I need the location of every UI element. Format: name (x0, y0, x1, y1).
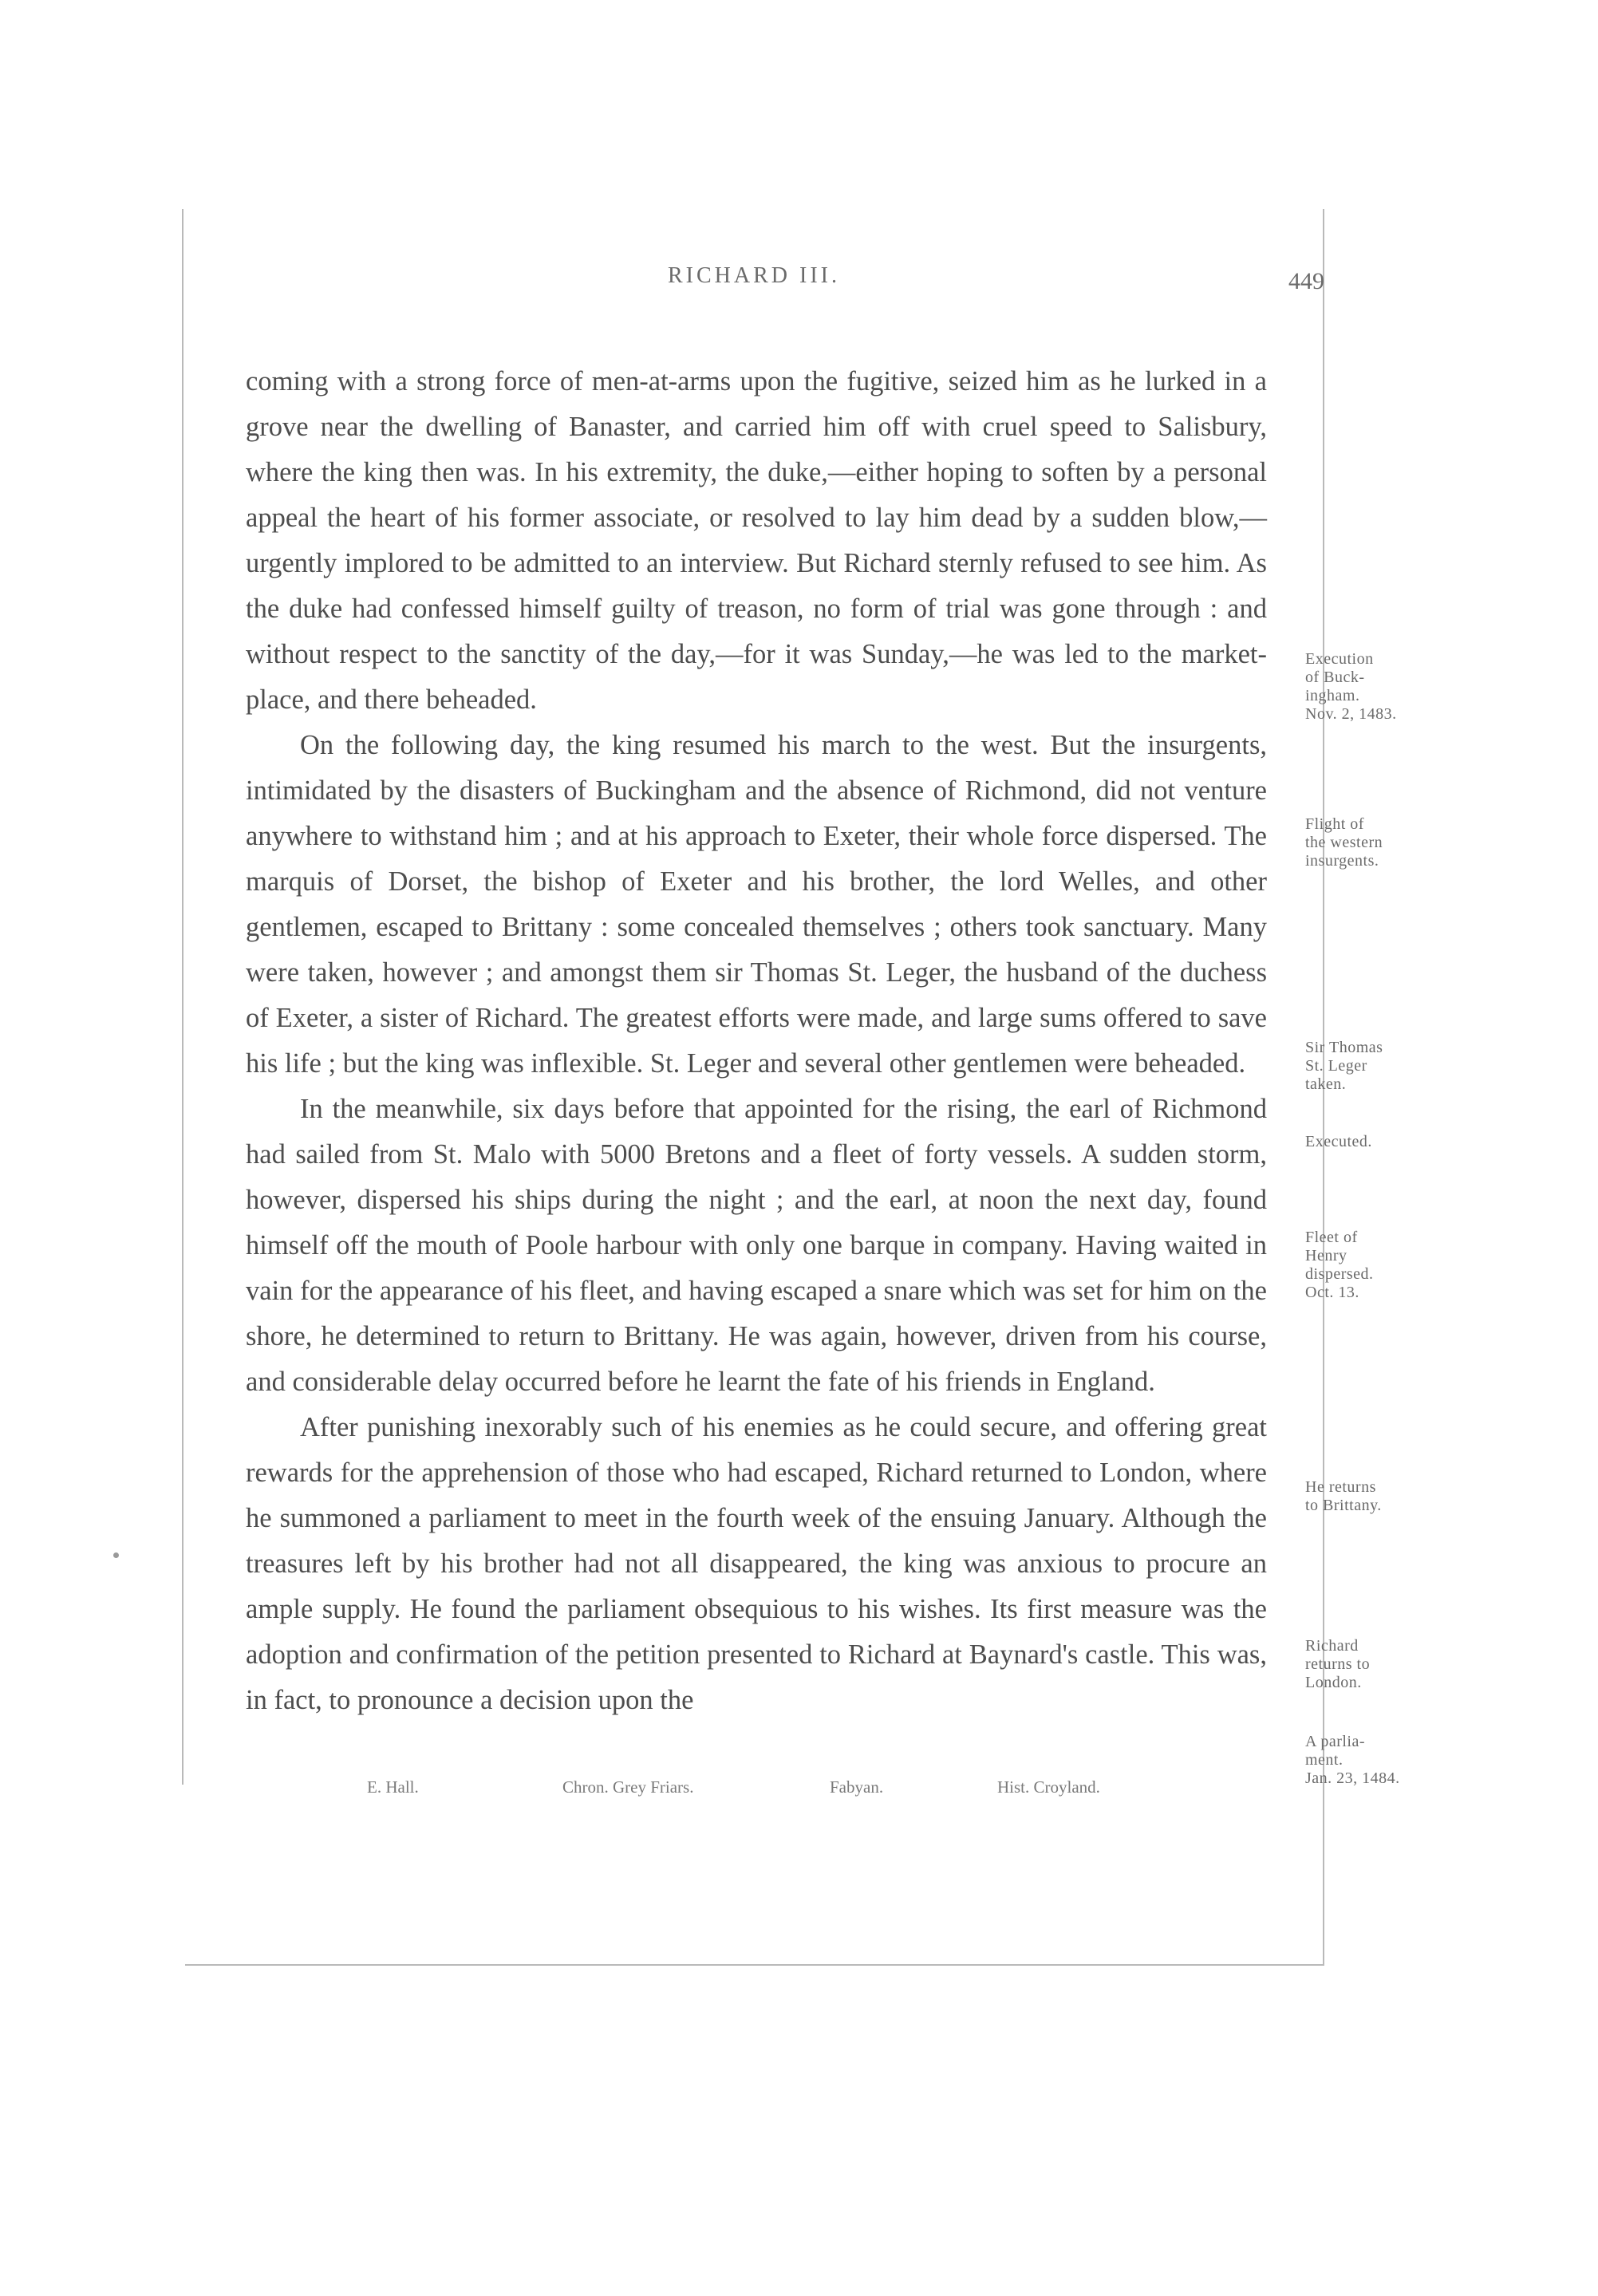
sidenote-line: A parlia- (1305, 1733, 1366, 1750)
source-citations (367, 1777, 1245, 1809)
running-head: RICHARD III. (668, 263, 840, 288)
sidenote-line: to Brittany. (1305, 1497, 1382, 1514)
body-paragraph: coming with a strong force of men-at-arms upon the fugitive, seized him as he lurked in a grove near the dwelling of Banaster, and carried him off with cruel speed to Salisbury, where the king then was. In his extremity, the duke,—either hoping to soften by a personal appeal the heart of his former associate, or resolved to lay him dead by a sudden blow,—urgently implored to be admitted to an interview. But Richard sternly refused to see him. As the duke had confessed himself guilty of treason, no form of trial was gone through : and without respect to the sanctity of the day,—for it was Sunday,—he was led to the market-place, and there beheaded. (246, 366, 1267, 715)
citation-hall: E. Hall. (367, 1777, 419, 1797)
sidenote-line: Oct. 13. (1305, 1284, 1359, 1301)
frame-rule-left (182, 209, 183, 1785)
body-paragraph: On the following day, the king resumed his march to the west. But the insurgents, intimidated by the disasters of Buckingham and the absence of Richmond, did not venture anywhere to withstand him ; and at his approach to Exeter, their whole force dispersed. The marquis of Dorset, the bishop of Exeter and his brother, the lord Welles, and other gentlemen, escaped to Brittany : some concealed themselves ; others took sanctuary. Many were taken, however ; and amongst them sir Thomas St. Leger, the husband of the duchess of Exeter, a sister of Richard. The greatest efforts were made, and large sums offered to save his life ; but the king was inflexible. St. Leger and several other gentlemen were beheaded. (246, 730, 1267, 1079)
sidenote-a-parliament (1305, 1733, 1489, 1788)
body-paragraph: In the meanwhile, six days before that appointed for the rising, the earl of Richmond had sailed from St. Malo with 5000 Bretons and a fleet of forty vessels. A sudden storm, however, dispersed his ships during the night ; and the earl, at noon the next day, found himself off the mouth of Poole harbour with only one barque in company. Having waited in vain for the appearance of his fleet, and having escaped a snare which was set for him on the shore, he determined to return to Brittany. He was again, however, driven from his course, and considerable delay occurred before he learnt the fate of his friends in England. (246, 1094, 1267, 1397)
body-paragraph: After punishing inexorably such of his enemies as he could secure, and offering great rewards for the apprehension of those who had escaped, Richard returned to London, where he summoned a parliament to meet in the fourth week of the ensuing January. Although the treasures left by his brother had not all disappeared, the king was anxious to procure an ample supply. He found the parliament obsequious to his wishes. Its first measure was the adoption and confirmation of the petition presented to Richard at Baynard's castle. This was, in fact, to pronounce a decision upon the (246, 1412, 1267, 1715)
sidenote-line: He returns (1305, 1478, 1376, 1496)
body-text (246, 359, 1267, 1723)
citation-fabyan: Fabyan. (830, 1777, 884, 1797)
sidenote-line: Sir Thomas (1305, 1039, 1383, 1056)
sidenote-line: taken. (1305, 1075, 1347, 1093)
sidenote-flight-of-insurgents (1305, 815, 1489, 870)
sidenote-executed (1305, 1133, 1489, 1151)
sidenote-returns-to-brittany (1305, 1478, 1489, 1515)
sidenote-line: London. (1305, 1674, 1362, 1691)
page-header (183, 263, 1324, 311)
sidenote-st-leger-taken (1305, 1039, 1489, 1094)
sidenote-line: Jan. 23, 1484. (1305, 1769, 1400, 1787)
sidenote-line: Nov. 2, 1483. (1305, 705, 1397, 723)
frame-rule-bottom (185, 1964, 1324, 1966)
sidenote-line: St. Leger (1305, 1057, 1367, 1075)
sidenote-line: Fleet of (1305, 1229, 1358, 1246)
sidenote-line: Richard (1305, 1637, 1359, 1655)
sidenote-line: Henry (1305, 1247, 1347, 1264)
sidenote-line: Flight of (1305, 815, 1364, 833)
sidenote-fleet-dispersed (1305, 1229, 1489, 1302)
sidenote-line: ment. (1305, 1751, 1344, 1769)
citation-chron-grey-friars: Chron. Grey Friars. (562, 1777, 694, 1797)
page-number: 449 (1288, 268, 1324, 294)
sidenote-line: Executed. (1305, 1133, 1372, 1150)
citation-hist-croyland: Hist. Croyland. (997, 1777, 1100, 1797)
sidenote-line: of Buck- (1305, 669, 1365, 686)
sidenote-line: dispersed. (1305, 1265, 1374, 1283)
page-mark-dot (113, 1552, 119, 1558)
sidenote-line: Execution (1305, 650, 1374, 668)
sidenote-line: insurgents. (1305, 852, 1379, 870)
sidenote-line: ingham. (1305, 687, 1360, 704)
sidenote-richard-returns-to-london (1305, 1637, 1489, 1692)
sidenote-line: returns to (1305, 1655, 1371, 1673)
sidenote-execution-of-buckingham (1305, 650, 1489, 724)
sidenote-line: the western (1305, 834, 1383, 851)
